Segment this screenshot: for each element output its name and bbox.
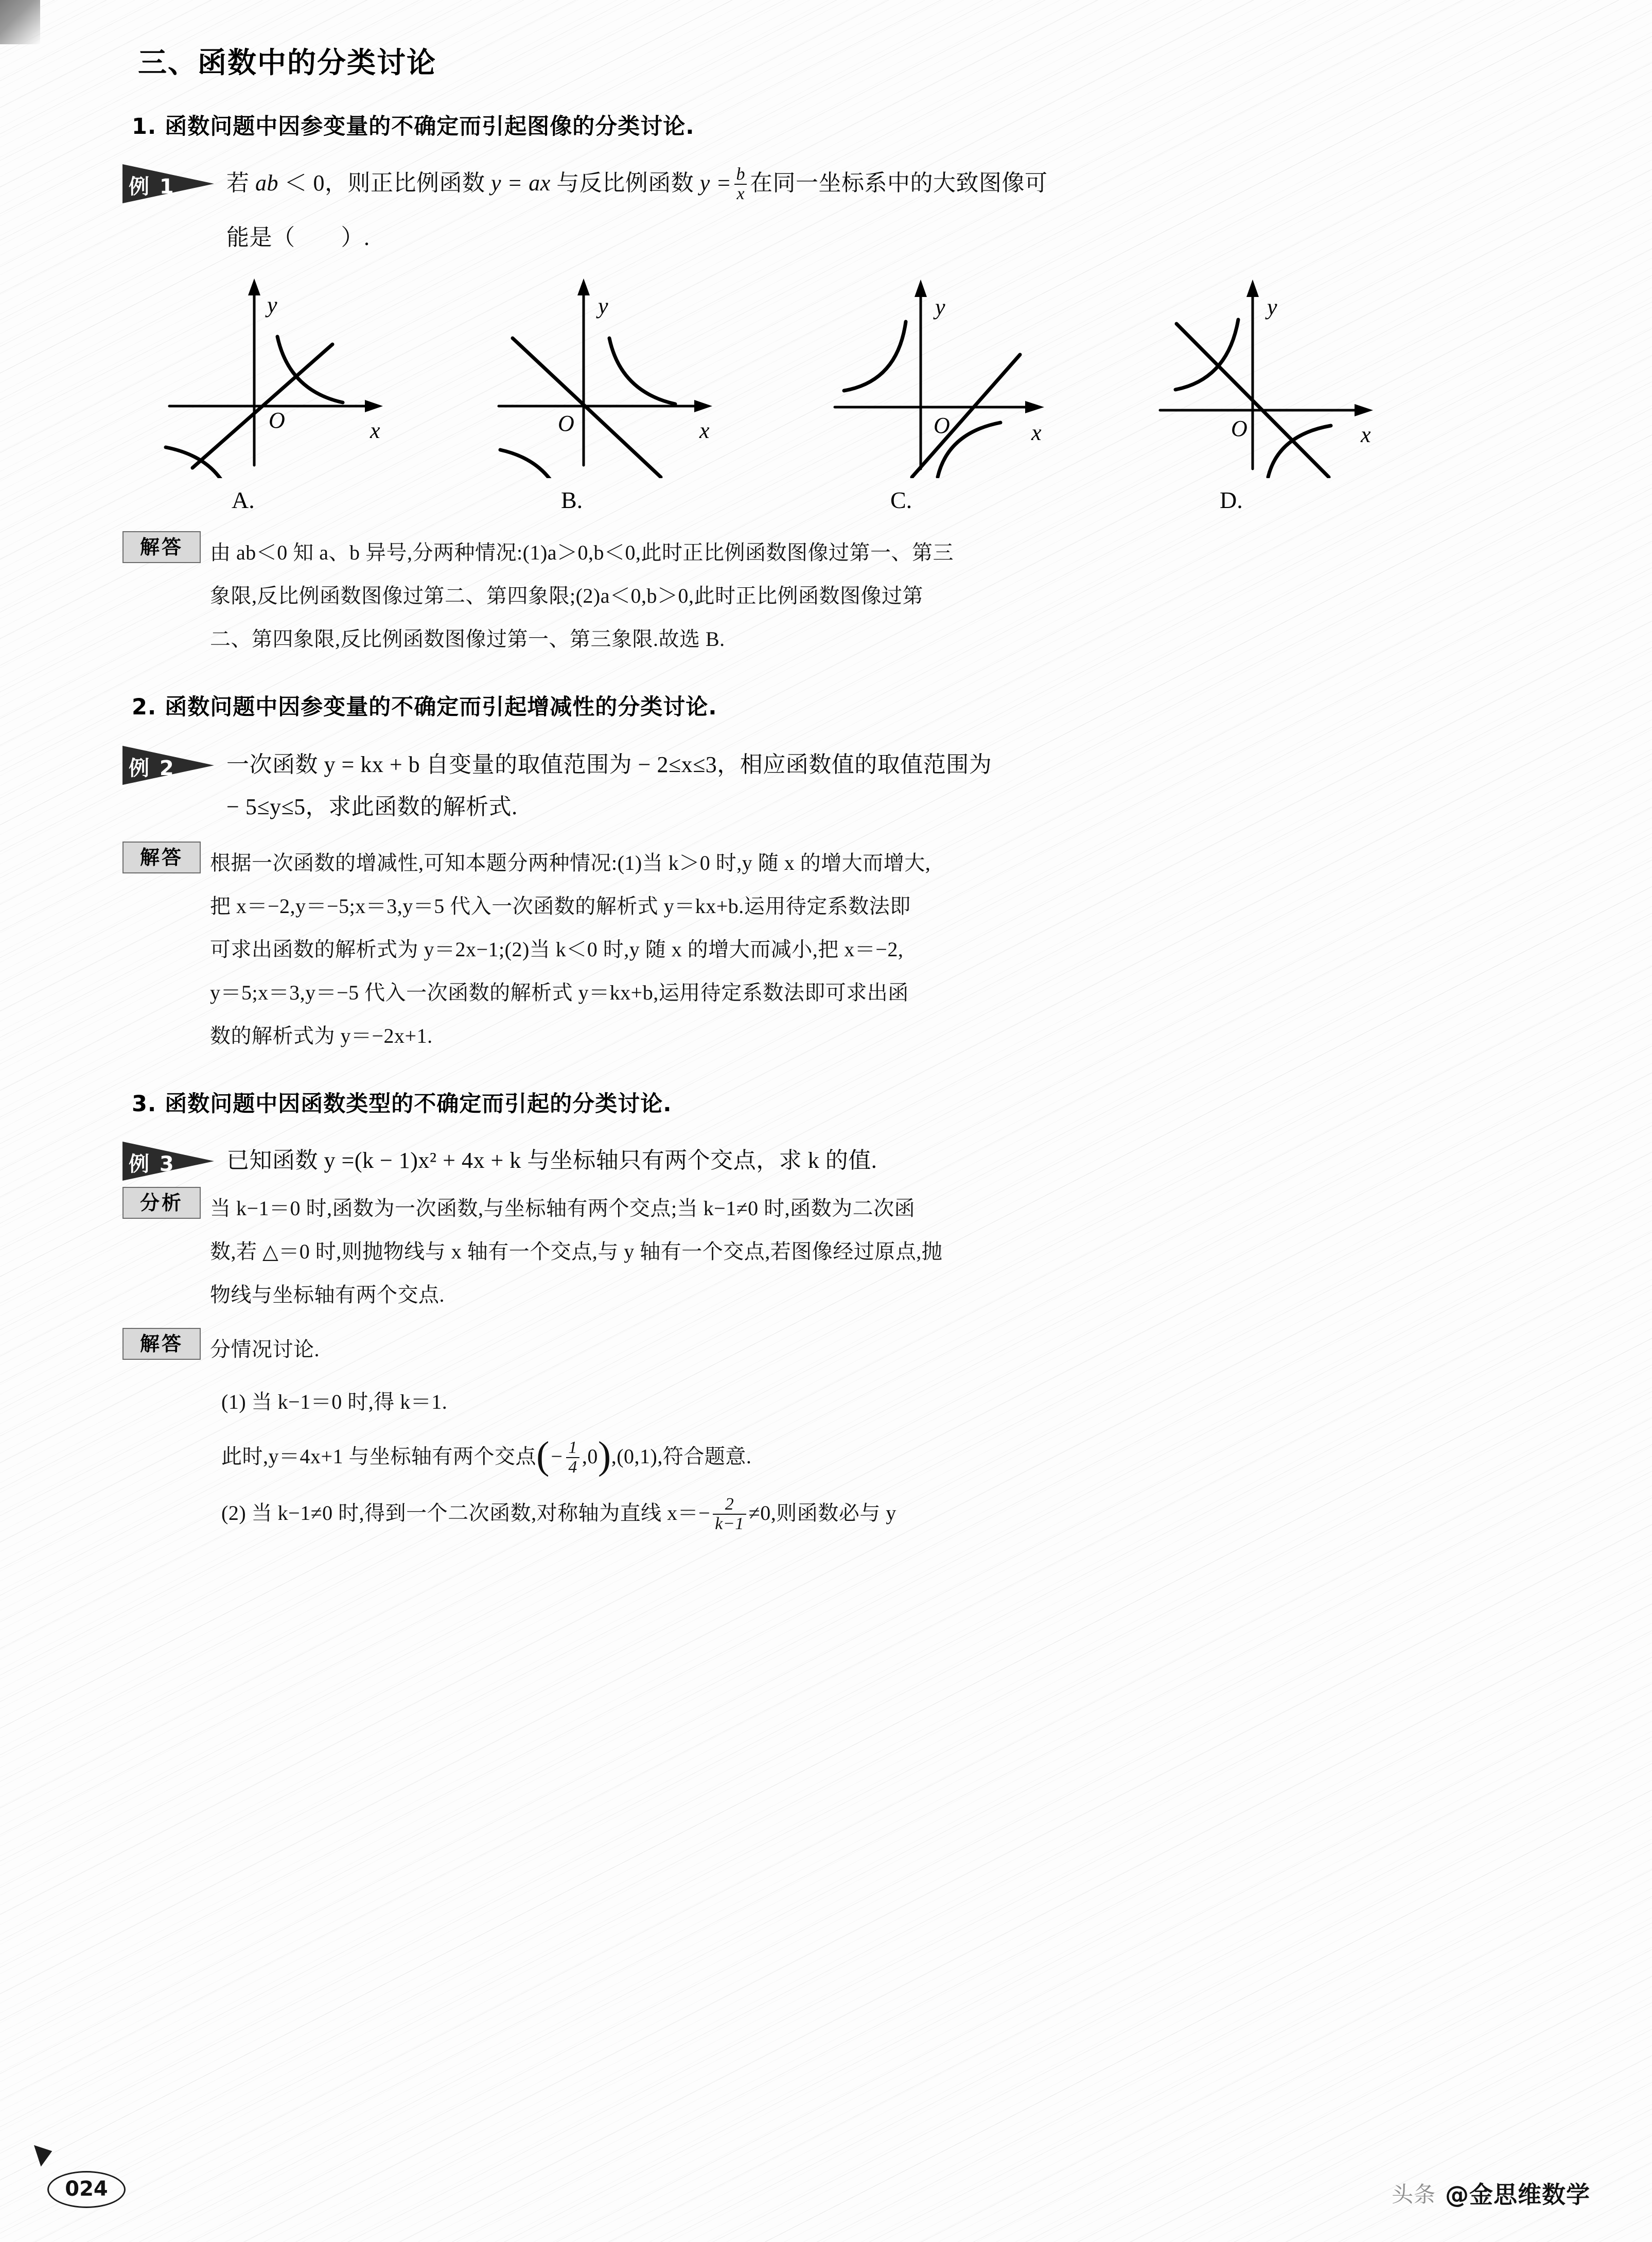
- fraction-numerator: 1: [568, 1438, 577, 1458]
- e3-ana-line-3: 物线与坐标轴有两个交点.: [210, 1283, 445, 1306]
- e3-ana-line-2: 数,若 △＝0 时,则抛物线与 x 轴有一个交点,与 y 轴有一个交点,若图像经过原点,抛: [210, 1240, 943, 1263]
- fraction-denominator: 4: [566, 1457, 579, 1477]
- example-2-solution-block: [122, 842, 1543, 1058]
- svg-text:O: O: [934, 413, 950, 438]
- graph-c-svg: [810, 272, 1098, 478]
- section-heading-2: 2. 函数问题中因参变量的不确定而引起增减性的分类讨论.: [132, 694, 717, 720]
- e2-sol-line-2: 把 x＝−2,y＝−5;x＝3,y＝5 代入一次函数的解析式 y＝kx+b.运用待定系数法即: [210, 895, 911, 918]
- svg-text:x: x: [699, 418, 710, 443]
- fraction-one-fourth: [566, 1439, 579, 1476]
- fraction-denominator: k−1: [713, 1514, 746, 1533]
- section-heading-3: 3. 函数问题中因函数类型的不确定而引起的分类讨论.: [132, 1091, 672, 1117]
- example-1-solution-block: [122, 531, 1543, 661]
- left-paren: (: [536, 1434, 550, 1477]
- page-title: 三、函数中的分类讨论: [138, 46, 436, 80]
- watermark: [1392, 2176, 1590, 2210]
- graph-label-d: D.: [1220, 487, 1243, 513]
- graph-choice-a: [151, 272, 481, 514]
- example-3-question: 已知函数 y =(k − 1)x² + 4x + k 与坐标轴只有两个交点，求 k 的值.: [226, 1148, 877, 1173]
- watermark-handle: @金思维数学: [1445, 2181, 1590, 2209]
- graph-b-svg: [481, 272, 769, 478]
- example-3-solution-block: [122, 1328, 1543, 1371]
- analysis-tag-3: 分析: [122, 1187, 201, 1219]
- svg-text:O: O: [269, 408, 285, 433]
- e2-line-1: 一次函数 y = kx + b 自变量的取值范围为 − 2≤x≤3，相应函数值的取值范围为: [226, 752, 992, 777]
- e3-case-1b: 此时,y＝4x+1 与坐标轴有两个交点(− $\frac{1}{4}$ ,0),(0,1),符合题意.: [221, 1434, 752, 1477]
- graph-a-svg: [151, 272, 440, 478]
- example-2-badge: [122, 744, 218, 785]
- e1-part-d: y = ax: [491, 170, 551, 196]
- e1-part-f: y =: [699, 170, 732, 196]
- e1-line2: 能是（ ）.: [226, 225, 370, 250]
- solution-tag-1: 解答: [122, 531, 201, 563]
- solution-tag-3: 解答: [122, 1328, 201, 1360]
- e2-line-2: − 5≤y≤5，求此函数的解析式.: [226, 794, 518, 819]
- example-1-solution-text: [210, 531, 1527, 661]
- e1-part-a: 若: [226, 170, 255, 196]
- e3-case2-pre: (2) 当 k−1≠0 时,得到一个二次函数,对称轴为直线 x＝−: [221, 1501, 711, 1525]
- example-3-badge: [122, 1140, 218, 1181]
- page-number: [47, 2171, 126, 2208]
- e3-case2-post: ≠0,则函数必与 y: [748, 1501, 897, 1525]
- graph-choice-b: [481, 272, 810, 514]
- graph-label-b: B.: [561, 487, 583, 513]
- page-footer: [0, 2144, 1652, 2242]
- example-1-graph-choices: [151, 272, 1469, 514]
- graph-label-c: C.: [890, 487, 912, 513]
- svg-text:y: y: [267, 292, 277, 318]
- example-3-analysis-block: [122, 1187, 1543, 1317]
- e1-part-b: ab: [255, 170, 278, 196]
- example-1-block: [122, 162, 1543, 259]
- e1-sol-line-1: 由 ab＜0 知 a、b 异号,分两种情况:(1)a＞0,b＜0,此时正比例函数图像过第一、第三: [210, 541, 954, 564]
- graph-label-a: A.: [232, 487, 255, 513]
- e3-case1b-pre: 此时,y＝4x+1 与坐标轴有两个交点: [221, 1445, 537, 1468]
- e1-part-e: 与反比例函数: [550, 170, 700, 196]
- example-2-block: [122, 744, 1543, 828]
- e2-sol-line-4: y＝5;x＝3,y＝−5 代入一次函数的解析式 y＝kx+b,运用待定系数法即可求出函: [210, 981, 909, 1004]
- example-3-solution-text: [210, 1328, 1527, 1371]
- svg-text:y: y: [1267, 294, 1277, 320]
- e3-ana-line-1: 当 k−1＝0 时,函数为一次函数,与坐标轴有两个交点;当 k−1≠0 时,函数为二次函: [210, 1197, 916, 1220]
- page-corner-decoration: [0, 0, 40, 44]
- e3-case-2: [221, 1492, 1543, 1535]
- graph-choice-c: [810, 272, 1139, 514]
- example-1-badge-label: 例 1: [129, 175, 175, 199]
- fraction-denominator: x: [734, 184, 747, 203]
- example-1-question: [226, 162, 1523, 259]
- fraction-numerator: 2: [725, 1495, 734, 1514]
- example-1-badge: [122, 162, 218, 203]
- svg-text:y: y: [935, 294, 945, 320]
- section-heading-1: 1. 函数问题中因参变量的不确定而引起图像的分类讨论.: [132, 114, 695, 139]
- page-number-label: 024: [65, 2177, 108, 2201]
- example-2-question: [226, 744, 1523, 828]
- page-content: [122, 0, 1543, 1535]
- example-2-solution-text: [210, 842, 1527, 1058]
- e2-sol-line-3: 可求出函数的解析式为 y＝2x−1;(2)当 k＜0 时,y 随 x 的增大而减小,把 x＝−2,: [210, 938, 904, 961]
- svg-text:y: y: [598, 293, 608, 319]
- graph-d-svg: [1139, 272, 1428, 478]
- right-paren: ): [597, 1434, 611, 1477]
- fraction-numerator: b: [736, 165, 745, 184]
- pin-icon: [34, 2140, 56, 2166]
- e3-case1b-mid: ,0: [582, 1445, 598, 1468]
- graph-choice-d: [1139, 272, 1469, 514]
- e3-sol-intro: 分情况讨论.: [210, 1338, 320, 1361]
- solution-tag-2: 解答: [122, 842, 201, 873]
- e1-part-c: ＜ 0，则正比例函数: [278, 170, 491, 196]
- e3-case1b-post: ,(0,1),符合题意.: [611, 1445, 752, 1468]
- e3-case-1: (1) 当 k−1＝0 时,得 k＝1.: [221, 1390, 448, 1413]
- svg-text:x: x: [1361, 422, 1371, 447]
- example-2-badge-label: 例 2: [129, 757, 175, 780]
- e1-sol-line-2: 象限,反比例函数图像过第二、第四象限;(2)a＜0,b＞0,此时正比例函数图像过第: [210, 584, 924, 607]
- svg-text:x: x: [370, 418, 380, 443]
- example-3-analysis-text: [210, 1187, 1527, 1317]
- svg-text:x: x: [1031, 420, 1042, 445]
- example-3-badge-label: 例 3: [129, 1152, 175, 1176]
- watermark-source: 头条: [1391, 2182, 1436, 2207]
- fraction-two-over-k-minus-1: [713, 1495, 746, 1533]
- svg-text:O: O: [1231, 416, 1247, 441]
- e2-sol-line-5: 数的解析式为 y＝−2x+1.: [210, 1024, 433, 1047]
- example-3-block: [122, 1140, 1543, 1182]
- e1-sol-line-3: 二、第四象限,反比例函数图像过第一、第三象限.故选 B.: [210, 627, 725, 651]
- fraction-b-over-x: [734, 165, 747, 203]
- svg-text:O: O: [558, 411, 574, 436]
- e1-part-g: 在同一坐标系中的大致图像可: [749, 170, 1048, 196]
- e2-sol-line-1: 根据一次函数的增减性,可知本题分两种情况:(1)当 k＞0 时,y 随 x 的增大而增大,: [210, 851, 931, 874]
